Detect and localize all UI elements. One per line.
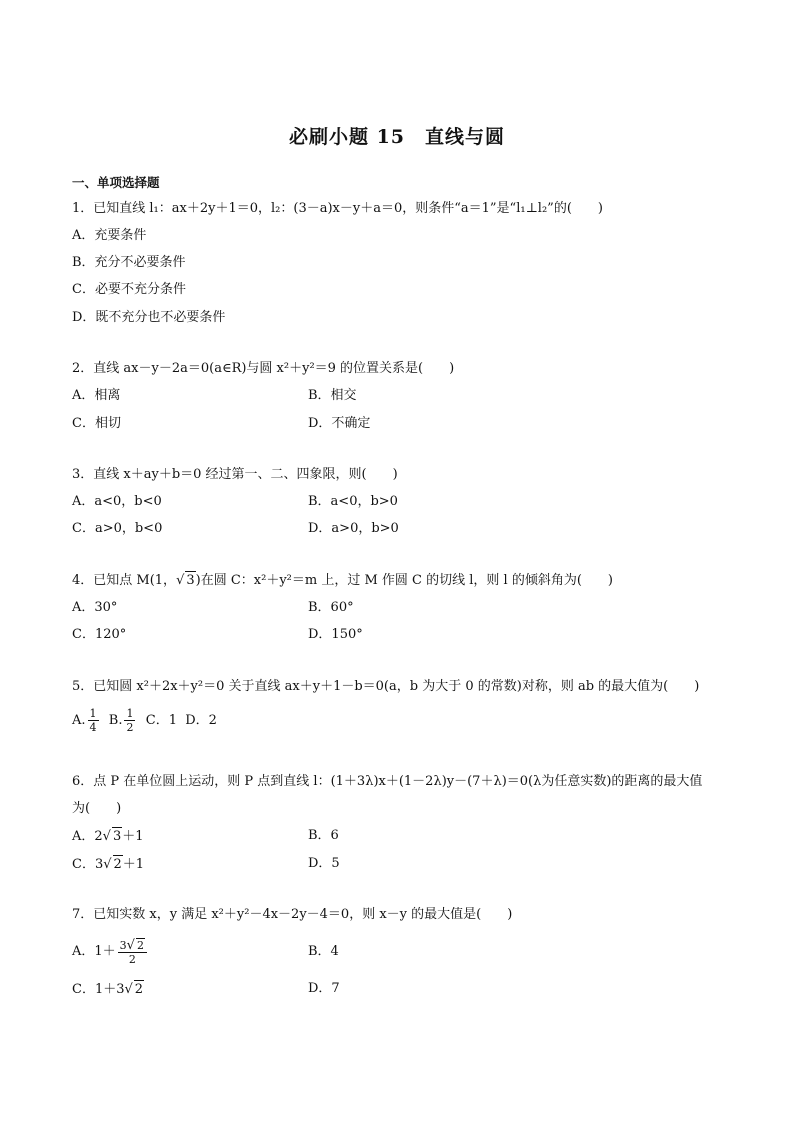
question-4-stem <box>72 571 613 590</box>
option-suffix: ＋1 <box>122 829 144 844</box>
question-7-option-a-fraction <box>118 938 147 966</box>
option-prefix: A．1＋ <box>72 944 116 959</box>
question-2-option-a: A．相离 <box>72 388 121 403</box>
fraction-denominator: 4 <box>89 721 97 734</box>
question-1-option-a: A．充要条件 <box>72 228 147 243</box>
question-6-option-d: D．5 <box>308 856 340 871</box>
question-4-stem-pre: 4．已知点 M(1， <box>72 573 177 588</box>
question-6-option-a <box>72 827 144 846</box>
question-5-option-d: D．2 <box>185 713 217 728</box>
option-prefix: A．2 <box>72 829 103 844</box>
question-4-radicand: 3 <box>186 573 195 588</box>
question-7-option-d: D．7 <box>308 981 340 996</box>
question-1-option-c: C．必要不充分条件 <box>72 282 186 297</box>
question-3-option-c: C．a>0，b<0 <box>72 521 163 536</box>
question-7-stem: 7．已知实数 x，y 满足 x²＋y²－4x－2y－4＝0，则 x－y 的最大值是( ) <box>72 907 513 922</box>
radicand: 3 <box>112 829 122 844</box>
question-5-option-a-fraction <box>88 707 99 734</box>
section-heading: 一、单项选择题 <box>72 175 160 190</box>
fraction-numerator: 1 <box>89 707 97 720</box>
question-4-stem-post: )在圆 C：x²＋y²＝m 上，过 M 作圆 C 的切线 l，则 l 的倾斜角为( ) <box>195 573 613 588</box>
question-2-option-d: D．不确定 <box>308 416 371 431</box>
question-1-option-d: D．既不充分也不必要条件 <box>72 310 226 325</box>
question-7-option-b: B．4 <box>308 944 339 959</box>
sqrt-symbol: √ <box>103 857 112 872</box>
question-7-option-c <box>72 980 144 999</box>
question-5-stem: 5．已知圆 x²＋2x＋y²＝0 关于直线 ax＋y＋1－b＝0(a，b 为大于 0 的常数)对称，则 ab 的最大值为( ) <box>72 679 700 694</box>
fraction-denominator: 2 <box>126 721 134 734</box>
question-1-option-b: B．充分不必要条件 <box>72 255 186 270</box>
question-2-stem: 2．直线 ax－y－2a＝0(a∈R)与圆 x²＋y²＝9 的位置关系是( ) <box>72 361 455 376</box>
question-6-option-c <box>72 855 144 874</box>
question-5-option-c: C．1 <box>145 713 177 728</box>
option-prefix: C．3 <box>72 857 104 872</box>
question-7-option-a <box>72 934 149 970</box>
question-2-option-b: B．相交 <box>308 388 357 403</box>
sqrt-symbol: √ <box>124 982 133 997</box>
sqrt-symbol: √ <box>176 573 185 588</box>
coefficient: 3 <box>119 938 127 952</box>
sqrt-symbol: √ <box>126 937 135 953</box>
option-suffix: ＋1 <box>122 857 145 872</box>
question-6-option-b: B．6 <box>308 828 339 843</box>
question-2-option-c: C．相切 <box>72 416 121 431</box>
fraction-numerator: 1 <box>126 707 134 720</box>
fraction-numerator <box>118 938 147 953</box>
question-1-stem: 1．已知直线 l₁：ax＋2y＋1＝0，l₂：(3－a)x－y＋a＝0，则条件“a＝1”是“l₁⊥l₂”的( ) <box>72 201 603 216</box>
question-4-option-d: D．150° <box>308 627 363 642</box>
question-3-option-a: A．a<0，b<0 <box>72 494 162 509</box>
question-4-option-c: C．120° <box>72 627 127 642</box>
question-3-option-b: B．a<0，b>0 <box>308 494 398 509</box>
fraction-denominator: 2 <box>128 952 136 966</box>
radicand: 2 <box>136 938 144 952</box>
radicand: 2 <box>113 857 122 872</box>
question-5-option-b-fraction <box>124 707 135 734</box>
question-3-option-d: D．a>0，b>0 <box>308 521 399 536</box>
question-6-stem-line2: 为( ) <box>72 801 122 816</box>
question-4-option-b: B．60° <box>308 600 354 615</box>
question-5-options <box>72 706 217 736</box>
question-3-stem: 3．直线 x＋ay＋b＝0 经过第一、二、四象限，则( ) <box>72 467 398 482</box>
question-4-option-a: A．30° <box>72 600 118 615</box>
page-title: 必刷小题 15 直线与圆 <box>288 126 506 148</box>
question-6-stem-line1: 6．点 P 在单位圆上运动，则 P 点到直线 l：(1＋3λ)x＋(1－2λ)y－(7＋λ)＝0(λ为任意实数)的距离的最大值 <box>72 774 703 789</box>
option-prefix: C．1＋3 <box>72 982 125 997</box>
question-5-option-b-label: B. <box>108 713 123 728</box>
radicand: 2 <box>134 982 144 997</box>
sqrt-symbol: √ <box>102 829 111 844</box>
question-5-option-a-label: A. <box>72 713 86 728</box>
